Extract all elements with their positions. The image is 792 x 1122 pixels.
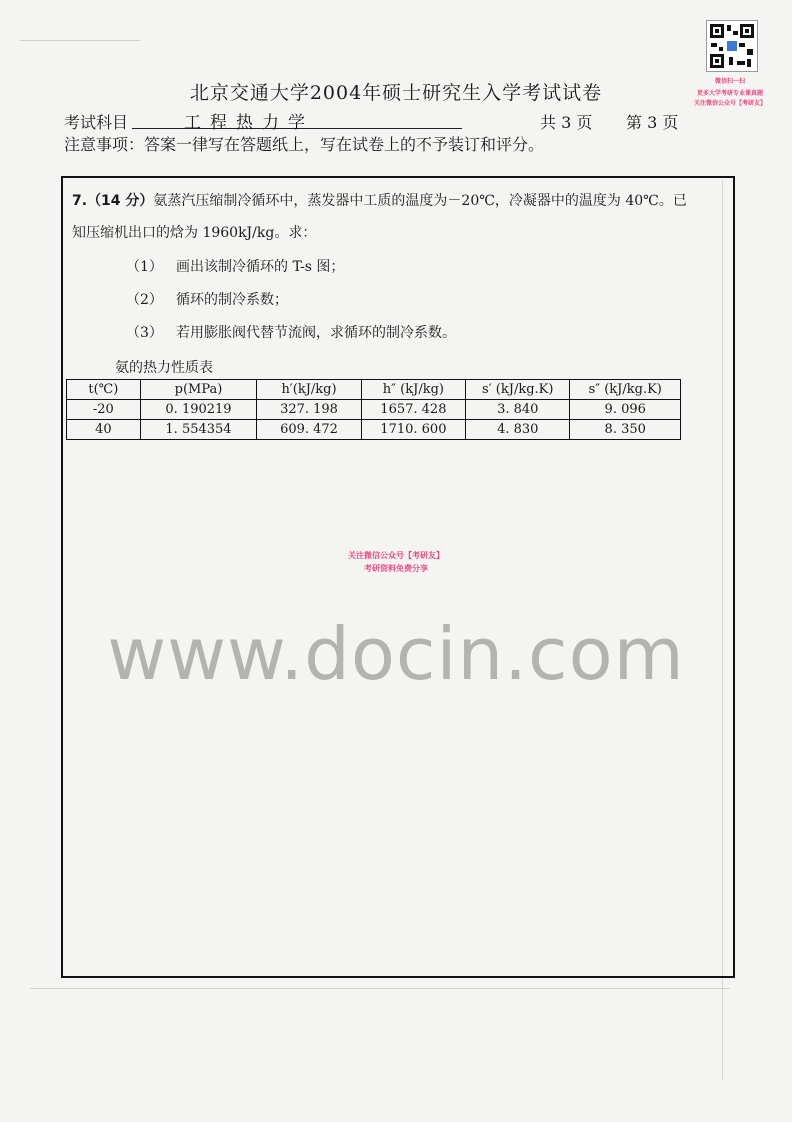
promo-line-2: 考研资料免费分享 [364,564,428,573]
table-cell: 8. 350 [570,420,681,440]
exam-title: 北京交通大学2004年硕士研究生入学考试试卷 [189,82,603,104]
subquestion-3 [126,322,456,342]
col-header: s″ (kJ/kg.K) [570,380,681,400]
subquestion-2 [126,289,288,309]
subquestion-text: 循环的制冷系数； [176,292,288,308]
table-row [67,400,681,420]
total-pages: 共 3 页 [540,113,593,132]
question-points: （14 分） [87,193,154,209]
table-cell: 1657. 428 [361,400,465,420]
col-header: h′(kJ/kg) [257,380,361,400]
table-cell: 1. 554354 [140,420,257,440]
subquestion-text: 画出该制冷循环的 T-s 图； [176,259,345,275]
question-line-1 [72,190,687,210]
promo-line-1: 关注微信公众号【考研友】 [348,551,444,560]
col-header: p(MPa) [140,380,257,400]
table-header-row [67,380,681,400]
table-cell: -20 [67,400,141,420]
subquestion-number: （2） [126,292,163,308]
table-cell: 0. 190219 [140,400,257,420]
qr-code[interactable] [706,20,758,72]
question-number: 7. [72,193,88,209]
col-header: s′ (kJ/kg.K) [466,380,570,400]
subquestion-1 [126,256,344,276]
table-cell: 327. 198 [257,400,361,420]
scan-artifact-line [20,40,140,41]
qr-caption-line3: 关注微信公众号【考研友】 [693,100,766,107]
qr-caption-line2: 更多大学考研专业课真题 [696,90,763,97]
docin-watermark: www.docin.com [107,612,685,696]
subject-value: 工程热力学 [132,108,462,129]
table-row [67,420,681,440]
question-text-2: 知压缩机出口的焓为 1960kJ/kg。求： [72,225,317,241]
question-text-1: 氨蒸汽压缩制冷循环中，蒸发器中工质的温度为－20℃，冷凝器中的温度为 40℃。已 [153,193,687,209]
table-cell: 609. 472 [257,420,361,440]
table-cell: 1710. 600 [361,420,465,440]
col-header: h″ (kJ/kg) [361,380,465,400]
subject-row [64,110,704,132]
exam-notice: 注意事项：答案一律写在答题纸上，写在试卷上的不予装订和评分。 [64,135,545,154]
subject-label: 考试科目 [64,113,129,132]
table-cell: 9. 096 [570,400,681,420]
table-cell: 3. 840 [466,400,570,420]
subquestion-text: 若用膨胀阀代替节流阀，求循环的制冷系数。 [176,325,456,341]
table-cell: 40 [67,420,141,440]
qr-caption-line1: 微信扫一扫 [714,78,745,85]
subquestion-number: （1） [126,259,163,275]
subquestion-number: （3） [126,325,163,341]
page-number: 第 3 页 [626,113,679,132]
ammonia-properties-table [66,379,681,440]
table-cell: 4. 830 [466,420,570,440]
col-header: t(℃) [67,380,141,400]
table-caption: 氨的热力性质表 [115,360,213,376]
scan-artifact-line [30,988,730,989]
